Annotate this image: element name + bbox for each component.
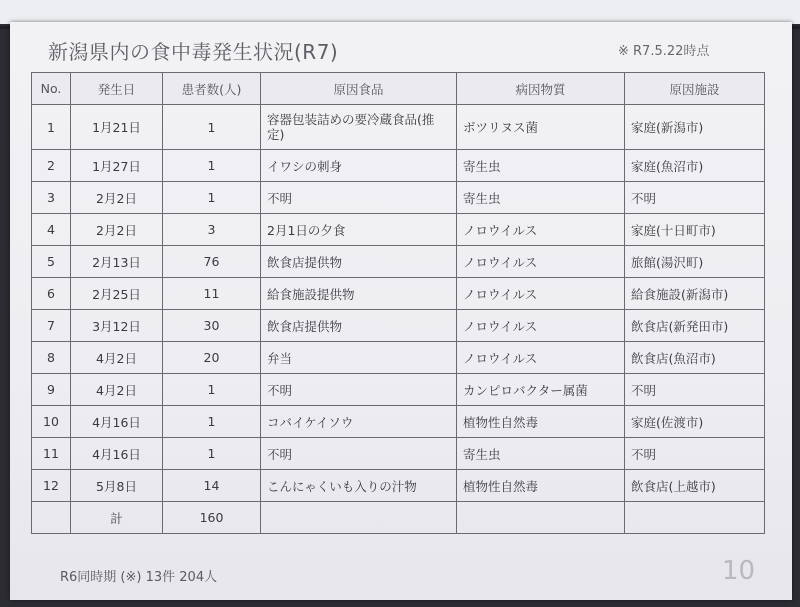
cell-date: 4月2日	[71, 342, 163, 374]
cell-no: 3	[32, 182, 71, 214]
page-number: 10	[722, 556, 756, 586]
cell-agent: 寄生虫	[457, 182, 625, 214]
cell-date: 4月16日	[71, 406, 163, 438]
cell-food: 飲食店提供物	[261, 246, 457, 278]
top-binder-strip	[0, 0, 800, 24]
cell-no: 9	[32, 374, 71, 406]
cell-no: 10	[32, 406, 71, 438]
cell-no: 4	[32, 214, 71, 246]
cell-date: 2月25日	[71, 278, 163, 310]
cell-facility: 不明	[625, 182, 765, 214]
slide-title: 新潟県内の食中毒発生状況(R7)	[48, 40, 339, 64]
cell-date: 1月21日	[71, 105, 163, 150]
cell-food: 不明	[261, 438, 457, 470]
cell-agent: 寄生虫	[457, 438, 625, 470]
cell-count: 30	[163, 310, 261, 342]
cell-facility: 飲食店(魚沼市)	[625, 342, 765, 374]
cell-food: 弁当	[261, 342, 457, 374]
table-row	[32, 105, 765, 150]
cell-date: 1月27日	[71, 150, 163, 182]
cell-count: 1	[163, 406, 261, 438]
cell-facility: 家庭(魚沼市)	[625, 150, 765, 182]
cell-agent: 植物性自然毒	[457, 470, 625, 502]
as-of-date: ※ R7.5.22時点	[618, 44, 710, 59]
header-no: No.	[32, 73, 71, 105]
cell-no: 8	[32, 342, 71, 374]
table-row	[32, 438, 765, 470]
table-header-row	[32, 73, 765, 105]
header-date: 発生日	[71, 73, 163, 105]
table-row	[32, 342, 765, 374]
previous-year-comparison: R6同時期 (※) 13件 204人	[60, 570, 218, 585]
table-row	[32, 470, 765, 502]
cell-no: 6	[32, 278, 71, 310]
cell-date: 4月2日	[71, 374, 163, 406]
cell-no: 1	[32, 105, 71, 150]
cell-food: イワシの刺身	[261, 150, 457, 182]
cell-date: 2月13日	[71, 246, 163, 278]
table-row	[32, 310, 765, 342]
header-food: 原因食品	[261, 73, 457, 105]
cell-facility: 家庭(十日町市)	[625, 214, 765, 246]
cell-count: 1	[163, 150, 261, 182]
cell-count: 11	[163, 278, 261, 310]
cell-agent: ノロウイルス	[457, 246, 625, 278]
cell-facility: 家庭(新潟市)	[625, 105, 765, 150]
cell-date: 5月8日	[71, 470, 163, 502]
cell-no-empty	[32, 502, 71, 534]
cell-food: 給食施設提供物	[261, 278, 457, 310]
cell-agent: ノロウイルス	[457, 214, 625, 246]
cell-no: 12	[32, 470, 71, 502]
cell-facility: 旅館(湯沢町)	[625, 246, 765, 278]
cell-food: 容器包装詰めの要冷蔵食品(推定)	[261, 105, 457, 150]
table-row	[32, 246, 765, 278]
cell-count: 1	[163, 182, 261, 214]
cell-empty	[261, 502, 457, 534]
cell-agent: 寄生虫	[457, 150, 625, 182]
cell-facility: 給食施設(新潟市)	[625, 278, 765, 310]
cell-count: 20	[163, 342, 261, 374]
total-label: 計	[71, 502, 163, 534]
table-row	[32, 214, 765, 246]
cell-no: 2	[32, 150, 71, 182]
cell-date: 4月16日	[71, 438, 163, 470]
cell-agent: カンピロバクター属菌	[457, 374, 625, 406]
cell-count: 1	[163, 105, 261, 150]
food-poisoning-table	[31, 72, 765, 534]
table-row	[32, 182, 765, 214]
cell-food: 飲食店提供物	[261, 310, 457, 342]
cell-count: 3	[163, 214, 261, 246]
cell-food: 不明	[261, 374, 457, 406]
cell-no: 7	[32, 310, 71, 342]
cell-food: コバイケイソウ	[261, 406, 457, 438]
table-row	[32, 150, 765, 182]
cell-empty	[625, 502, 765, 534]
header-facility: 原因施設	[625, 73, 765, 105]
cell-agent: 植物性自然毒	[457, 406, 625, 438]
header-patients: 患者数(人)	[163, 73, 261, 105]
table-row	[32, 374, 765, 406]
cell-facility: 家庭(佐渡市)	[625, 406, 765, 438]
cell-facility: 飲食店(上越市)	[625, 470, 765, 502]
header-agent: 病因物質	[457, 73, 625, 105]
cell-agent: ノロウイルス	[457, 278, 625, 310]
table-total-row	[32, 502, 765, 534]
cell-empty	[457, 502, 625, 534]
cell-no: 5	[32, 246, 71, 278]
cell-count: 14	[163, 470, 261, 502]
cell-food: 2月1日の夕食	[261, 214, 457, 246]
cell-agent: ノロウイルス	[457, 310, 625, 342]
table-row	[32, 278, 765, 310]
cell-agent: ボツリヌス菌	[457, 105, 625, 150]
total-count: 160	[163, 502, 261, 534]
cell-facility: 不明	[625, 374, 765, 406]
table-row	[32, 406, 765, 438]
cell-facility: 不明	[625, 438, 765, 470]
cell-no: 11	[32, 438, 71, 470]
cell-agent: ノロウイルス	[457, 342, 625, 374]
cell-date: 2月2日	[71, 182, 163, 214]
cell-count: 76	[163, 246, 261, 278]
cell-count: 1	[163, 374, 261, 406]
cell-facility: 飲食店(新発田市)	[625, 310, 765, 342]
cell-count: 1	[163, 438, 261, 470]
cell-food: こんにゃくいも入りの汁物	[261, 470, 457, 502]
cell-date: 3月12日	[71, 310, 163, 342]
cell-food: 不明	[261, 182, 457, 214]
cell-date: 2月2日	[71, 214, 163, 246]
